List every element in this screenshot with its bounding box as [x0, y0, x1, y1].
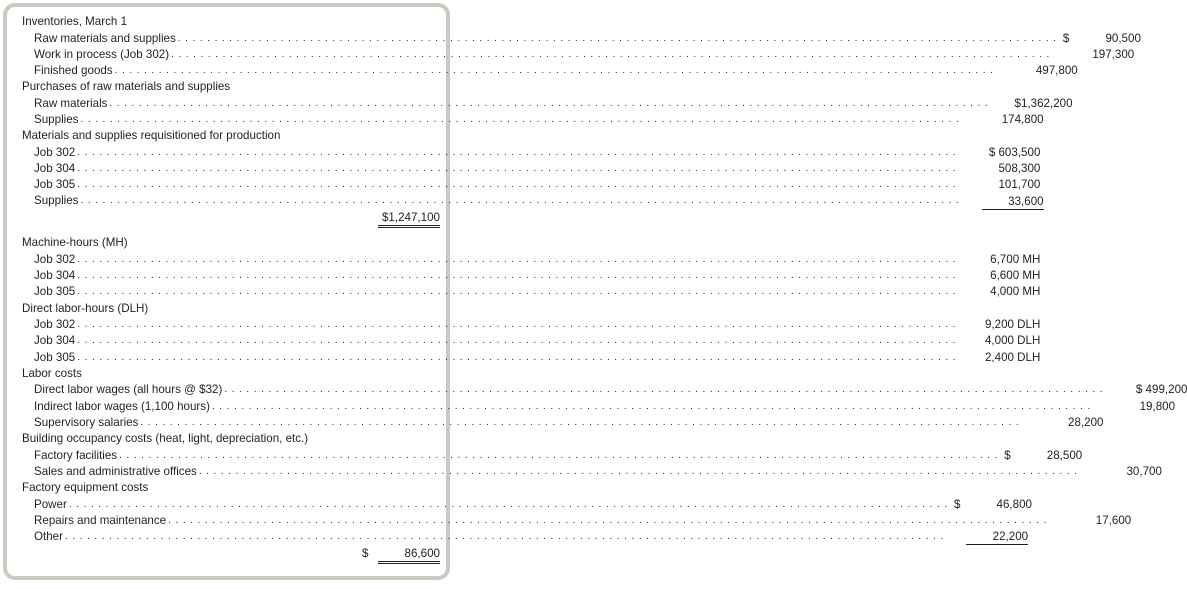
row-label: Repairs and maintenance	[34, 513, 167, 527]
row-amount: 30,700	[1126, 464, 1162, 478]
data-card	[3, 3, 1187, 580]
table-row	[22, 193, 1044, 209]
dot-leader: . . . . . . . . . . . . . . . . . . . . . . . . . . . . . . . . . . . . . . . . . . . . . . . . . . . . . . . . . . . . . . . . . . . . . . . . . . . . . . . . . . . . . . . . . . . . . . . . . . . . . . . . . . . . . . . . . . . . . . . .	[77, 146, 957, 158]
dot-leader: . . . . . . . . . . . . . . . . . . . . . . . . . . . . . . . . . . . . . . . . . . . . . . . . . . . . . . . . . . . . . . . . . . . . . . . . . . . . . . . . . . . . . . . . . . . . . . . . . . . . . . . . . . . . . . . . . . . . . . . .	[119, 449, 999, 461]
row-label: Supplies	[34, 112, 79, 126]
row-label: Job 304	[34, 334, 76, 348]
table-row	[22, 177, 1041, 193]
section-heading: Building occupancy costs (heat, light, depreciation, etc.)	[22, 431, 309, 445]
row-label: Job 304	[34, 161, 76, 175]
dot-leader: . . . . . . . . . . . . . . . . . . . . . . . . . . . . . . . . . . . . . . . . . . . . . . . . . . . . . . . . . . . . . . . . . . . . . . . . . . . . . . . . . . . . . . . . . . . . . . . . . . . . . . . . . . . . . . . . . . . . . . . .	[77, 319, 957, 331]
total-row	[22, 209, 440, 226]
row-label: Power	[34, 497, 67, 511]
row-amount: 28,500	[1046, 448, 1083, 462]
dot-leader: . . . . . . . . . . . . . . . . . . . . . . . . . . . . . . . . . . . . . . . . . . . . . . . . . . . . . . . . . . . . . . . . . . . . . . . . . . . . . . . . . . . . . . . . . . . . . . . . . . . . . . . . . . . . . . . . . . . . . . . .	[140, 416, 1020, 428]
currency-sign: $	[1062, 31, 1070, 45]
table-row	[22, 63, 1078, 79]
dot-leader: . . . . . . . . . . . . . . . . . . . . . . . . . . . . . . . . . . . . . . . . . . . . . . . . . . . . . . . . . . . . . . . . . . . . . . . . . . . . . . . . . . . . . . . . . . . . . . . . . . . . . . . . . . . . . . . . . . . . . . . .	[80, 195, 960, 207]
row-label: Job 305	[34, 350, 76, 364]
row-amount: 197,300	[1092, 47, 1135, 61]
dot-leader: . . . . . . . . . . . . . . . . . . . . . . . . . . . . . . . . . . . . . . . . . . . . . . . . . . . . . . . . . . . . . . . . . . . . . . . . . . . . . . . . . . . . . . . . . . . . . . . . . . . . . . . . . . . . . . . . . . . . . . . .	[77, 286, 957, 298]
dot-leader: . . . . . . . . . . . . . . . . . . . . . . . . . . . . . . . . . . . . . . . . . . . . . . . . . . . . . . . . . . . . . . . . . . . . . . . . . . . . . . . . . . . . . . . . . . . . . . . . . . . . . . . . . . . . . . . . . . . . . . . .	[171, 48, 1051, 60]
table-row	[22, 161, 1041, 177]
data-table	[22, 14, 1187, 562]
table-row	[22, 513, 1132, 529]
row-label: Finished goods	[34, 63, 113, 77]
dot-leader: . . . . . . . . . . . . . . . . . . . . . . . . . . . . . . . . . . . . . . . . . . . . . . . . . . . . . . . . . . . . . . . . . . . . . . . . . . . . . . . . . . . . . . . . . . . . . . . . . . . . . . . . . . . . . . . . . . . . . . . .	[211, 400, 1092, 412]
dot-leader: . . . . . . . . . . . . . . . . . . . . . . . . . . . . . . . . . . . . . . . . . . . . . . . . . . . . . . . . . . . . . . . . . . . . . . . . . . . . . . . . . . . . . . . . . . . . . . . . . . . . . . . . . . . . . . . . . . . . . . . .	[77, 351, 957, 363]
dot-leader: . . . . . . . . . . . . . . . . . . . . . . . . . . . . . . . . . . . . . . . . . . . . . . . . . . . . . . . . . . . . . . . . . . . . . . . . . . . . . . . . . . . . . . . . . . . . . . . . . . . . . . . . . . . . . . . . . . . . . . . .	[168, 514, 1048, 526]
row-amount: 497,800	[1035, 63, 1078, 77]
row-label: Indirect labor wages (1,100 hours)	[34, 399, 210, 413]
dot-leader: . . . . . . . . . . . . . . . . . . . . . . . . . . . . . . . . . . . . . . . . . . . . . . . . . . . . . . . . . . . . . . . . . . . . . . . . . . . . . . . . . . . . . . . . . . . . . . . . . . . . . . . . . . . . . . . . . . . . . . . .	[224, 384, 1104, 396]
table-row	[22, 382, 1187, 398]
section-heading: Machine-hours (MH)	[22, 236, 128, 250]
row-label: Supervisory salaries	[34, 415, 139, 429]
section-heading: Factory equipment costs	[22, 480, 149, 494]
row-amount: 22,200	[966, 529, 1028, 545]
row-amount: $1,362,200	[1014, 96, 1073, 110]
row-amount: 6,600 MH	[990, 269, 1041, 283]
table-row	[22, 252, 1041, 268]
table-row	[22, 415, 1104, 431]
row-amount: $ 603,500	[988, 145, 1041, 159]
dot-leader: . . . . . . . . . . . . . . . . . . . . . . . . . . . . . . . . . . . . . . . . . . . . . . . . . . . . . . . . . . . . . . . . . . . . . . . . . . . . . . . . . . . . . . . . . . . . . . . . . . . . . . . . . . . . . . . . . . . . . . . .	[77, 270, 957, 282]
row-label: Factory facilities	[34, 448, 118, 462]
row-amount: 4,000 MH	[990, 285, 1041, 299]
row-label: Supplies	[34, 194, 79, 208]
row-amount: 508,300	[998, 161, 1041, 175]
dot-leader: . . . . . . . . . . . . . . . . . . . . . . . . . . . . . . . . . . . . . . . . . . . . . . . . . . . . . . . . . . . . . . . . . . . . . . . . . . . . . . . . . . . . . . . . . . . . . . . . . . . . . . . . . . . . . . . . . . . . . . . .	[109, 97, 989, 109]
row-amount: 46,800	[996, 497, 1032, 511]
currency-sign: $	[362, 547, 369, 561]
dot-leader: . . . . . . . . . . . . . . . . . . . . . . . . . . . . . . . . . . . . . . . . . . . . . . . . . . . . . . . . . . . . . . . . . . . . . . . . . . . . . . . . . . . . . . . . . . . . . . . . . . . . . . . . . . . . . . . . . . . . . . . .	[77, 162, 957, 174]
row-label: Raw materials	[34, 96, 108, 110]
section-heading: Direct labor-hours (DLH)	[22, 301, 149, 315]
dot-leader: . . . . . . . . . . . . . . . . . . . . . . . . . . . . . . . . . . . . . . . . . . . . . . . . . . . . . . . . . . . . . . . . . . . . . . . . . . . . . . . . . . . . . . . . . . . . . . . . . . . . . . . . . . . . . . . . . . . . . . . .	[80, 113, 960, 125]
dot-leader: . . . . . . . . . . . . . . . . . . . . . . . . . . . . . . . . . . . . . . . . . . . . . . . . . . . . . . . . . . . . . . . . . . . . . . . . . . . . . . . . . . . . . . . . . . . . . . . . . . . . . . . . . . . . . . . . . . . . . . . .	[77, 254, 957, 266]
table-row	[22, 350, 1041, 366]
row-label: Job 302	[34, 253, 76, 267]
row-label: Direct labor wages (all hours @ $32)	[34, 383, 223, 397]
row-amount: 2,400 DLH	[984, 350, 1041, 364]
dot-leader: . . . . . . . . . . . . . . . . . . . . . . . . . . . . . . . . . . . . . . . . . . . . . . . . . . . . . . . . . . . . . . . . . . . . . . . . . . . . . . . . . . . . . . . . . . . . . . . . . . . . . . . . . . . . . . . . . . . . . . . .	[198, 465, 1078, 477]
row-label: Job 305	[34, 285, 76, 299]
row-amount: 90,500	[1105, 31, 1141, 45]
table-row	[22, 529, 1029, 545]
table-row	[22, 464, 1162, 480]
currency-sign: $	[1004, 448, 1011, 462]
table-row	[22, 96, 1073, 112]
row-amount: 19,800	[1139, 399, 1176, 413]
row-label: Job 302	[34, 318, 76, 332]
total-amount: $1,247,100	[378, 210, 440, 228]
row-label: Job 304	[34, 269, 76, 283]
total-amount: 86,600	[378, 546, 440, 564]
table-row	[22, 448, 1083, 464]
row-label: Sales and administrative offices	[34, 464, 197, 478]
table-row	[22, 112, 1044, 128]
section-heading: Inventories, March 1	[22, 15, 128, 28]
dot-leader: . . . . . . . . . . . . . . . . . . . . . . . . . . . . . . . . . . . . . . . . . . . . . . . . . . . . . . . . . . . . . . . . . . . . . . . . . . . . . . . . . . . . . . . . . . . . . . . . . . . . . . . . . . . . . . . . . . . . . . . .	[177, 32, 1057, 44]
row-label: Other	[34, 529, 63, 543]
row-label: Job 302	[34, 145, 76, 159]
row-amount: 174,800	[1001, 112, 1044, 126]
row-label: Job 305	[34, 178, 76, 192]
section-heading: Materials and supplies requisitioned for production	[22, 129, 281, 143]
row-amount: 28,200	[1068, 415, 1104, 429]
dot-leader: . . . . . . . . . . . . . . . . . . . . . . . . . . . . . . . . . . . . . . . . . . . . . . . . . . . . . . . . . . . . . . . . . . . . . . . . . . . . . . . . . . . . . . . . . . . . . . . . . . . . . . . . . . . . . . . . . . . . . . . .	[65, 530, 945, 542]
row-amount: $ 499,200	[1135, 383, 1187, 397]
table-row	[22, 284, 1041, 300]
row-amount: 33,600	[982, 194, 1044, 210]
row-label: Raw materials and supplies	[34, 31, 176, 45]
dot-leader: . . . . . . . . . . . . . . . . . . . . . . . . . . . . . . . . . . . . . . . . . . . . . . . . . . . . . . . . . . . . . . . . . . . . . . . . . . . . . . . . . . . . . . . . . . . . . . . . . . . . . . . . . . . . . . . . . . . . . . . .	[77, 335, 957, 347]
row-amount: 9,200 DLH	[984, 318, 1041, 332]
total-row	[22, 545, 440, 562]
row-amount: 4,000 DLH	[984, 334, 1041, 348]
dot-leader: . . . . . . . . . . . . . . . . . . . . . . . . . . . . . . . . . . . . . . . . . . . . . . . . . . . . . . . . . . . . . . . . . . . . . . . . . . . . . . . . . . . . . . . . . . . . . . . . . . . . . . . . . . . . . . . . . . . . . . . .	[114, 64, 994, 76]
table-row	[22, 317, 1041, 333]
row-label: Work in process (Job 302)	[34, 47, 170, 61]
table-row	[22, 333, 1041, 349]
table-row	[22, 268, 1041, 284]
currency-sign: $	[954, 497, 961, 511]
table-row	[22, 497, 1032, 513]
dot-leader: . . . . . . . . . . . . . . . . . . . . . . . . . . . . . . . . . . . . . . . . . . . . . . . . . . . . . . . . . . . . . . . . . . . . . . . . . . . . . . . . . . . . . . . . . . . . . . . . . . . . . . . . . . . . . . . . . . . . . . . .	[77, 179, 957, 191]
table-row	[22, 31, 1141, 47]
table-row	[22, 47, 1135, 63]
section-heading: Purchases of raw materials and supplies	[22, 80, 231, 94]
row-amount: 17,600	[1095, 513, 1132, 527]
currency-sign	[362, 209, 378, 226]
table-row	[22, 145, 1041, 161]
row-amount: 6,700 MH	[990, 253, 1041, 267]
row-amount: 101,700	[998, 178, 1041, 192]
table-row	[22, 399, 1176, 415]
dot-leader: . . . . . . . . . . . . . . . . . . . . . . . . . . . . . . . . . . . . . . . . . . . . . . . . . . . . . . . . . . . . . . . . . . . . . . . . . . . . . . . . . . . . . . . . . . . . . . . . . . . . . . . . . . . . . . . . . . . . . . . .	[68, 498, 948, 510]
section-heading: Labor costs	[22, 366, 82, 380]
